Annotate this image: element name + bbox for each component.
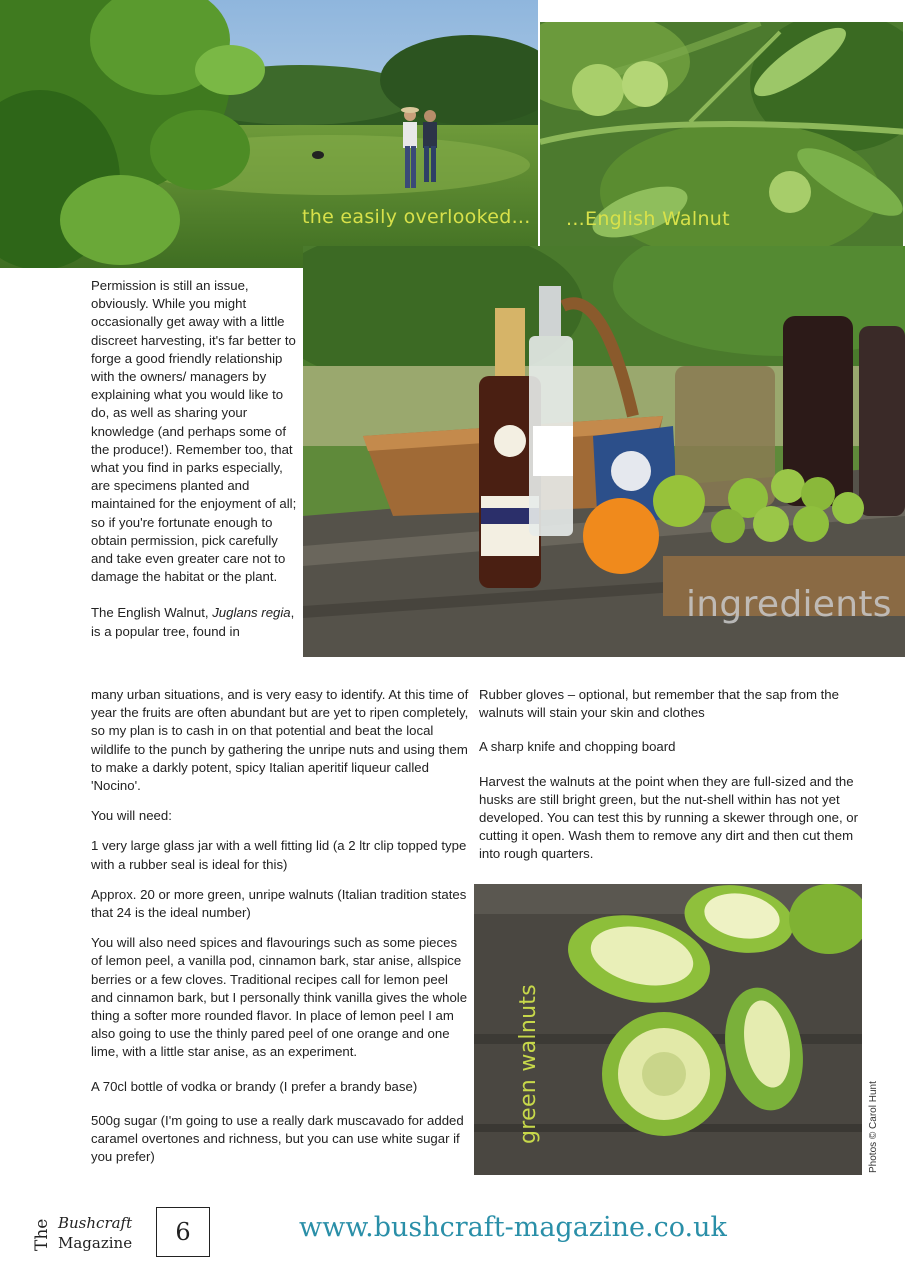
item-sugar: 500g sugar (I'm going to use a really dark muscavado for added caramel overtones and richness, but you can use white sugar if you prefer) (91, 1112, 464, 1165)
green-walnuts-photo (474, 884, 862, 1175)
harvest-instructions: Harvest the walnuts at the point when they are full-sized and the husks are still bright green, but the nut-shell within has not yet developed. You can test this by running a skewer through one, or cutting it open. Wash them to remove any dirt and then cut them into rough quarters. (479, 773, 859, 862)
item-vodka-brandy: A 70cl bottle of vodka or brandy (I prefer a brandy base) (91, 1078, 418, 1094)
item-rubber-gloves: Rubber gloves – optional, but remember that the sap from the walnuts will stain your skin and clothes (479, 687, 839, 721)
caption-easily-overlooked: the easily overlooked... (302, 206, 531, 228)
permission-paragraph: Permission is still an issue, obviously. While you might occasionally get away with a little discreet harvesting, it's far better to forge a good friendly relationship with the owners/ managers by explaining what you would like to do, as well as sharing your knowledge (and perhaps some of the produce!). Remember too, that what you find in parks especially, are specimens planted and maintained for the enjoyment of all; so if you're fortunate enough to obtain permission, pick carefully and take even greater care not to damage the habitat or the plant. (91, 278, 297, 585)
intro-narrow-column (91, 277, 299, 641)
item-knife-board: A sharp knife and chopping board (479, 739, 676, 755)
photo-credit: Photos © Carol Hunt (868, 1081, 879, 1173)
left-text-column (91, 686, 471, 1178)
english-walnut-photo (538, 20, 905, 249)
orange-fruit (583, 498, 659, 574)
park-walk-photo (0, 0, 538, 268)
item-spices: You will also need spices and flavourings such as some pieces of lemon peel, a vanilla pod, cinnamon bark, star anise, allspice berries or a few cloves. Traditional recipes call for lemon peel and cinnamon bark, but I personally think vanilla gives the whole thing a softer more rounded flavor. In place of lemon peel I am also going to use the thinly pared peel of one orange and one lime, with a little star anise, as an experiment. (91, 935, 468, 1060)
you-will-need-heading: You will need: (91, 808, 172, 824)
walnut-intro-narrow-rest: , is a popular tree, found in (91, 605, 295, 639)
walnut-intro-paragraph (91, 604, 299, 640)
right-text-column (479, 686, 864, 876)
caption-english-walnut: ...English Walnut (566, 208, 730, 230)
caption-ingredients: ingredients (686, 584, 892, 625)
website-url[interactable]: www.bushcraft-magazine.co.uk (299, 1212, 727, 1243)
ingredients-photo (303, 246, 905, 657)
footer-logo-magazine: Magazine (58, 1234, 133, 1252)
walnut-intro-continued: many urban situations, and is very easy to identify. At this time of year the fruits are often abundant but are yet to ripen completely, so my plan is to cash in on that potential and beat the local wildlife to the punch by gathering the unripe nuts and using them to make a darkly potent, spicy Italian aperitif liqueur called 'Nocino'. (91, 687, 469, 794)
page-number: 6 (156, 1207, 210, 1257)
caption-green-walnuts: green walnuts (516, 984, 541, 1144)
footer-logo-bushcraft: Bushcraft (58, 1214, 133, 1232)
item-walnuts: Approx. 20 or more green, unripe walnuts (Italian tradition states that 24 is the ideal number) (91, 886, 467, 921)
walnut-latin-name: Juglans regia (212, 605, 291, 621)
walnut-intro-lead: The English Walnut, (91, 605, 213, 621)
footer-logo-the: The (32, 1218, 52, 1251)
lime-fruit (653, 475, 705, 527)
item-glass-jar: 1 very large glass jar with a well fitting lid (a 2 ltr clip topped type with a rubber seal is ideal for this) (91, 838, 467, 872)
